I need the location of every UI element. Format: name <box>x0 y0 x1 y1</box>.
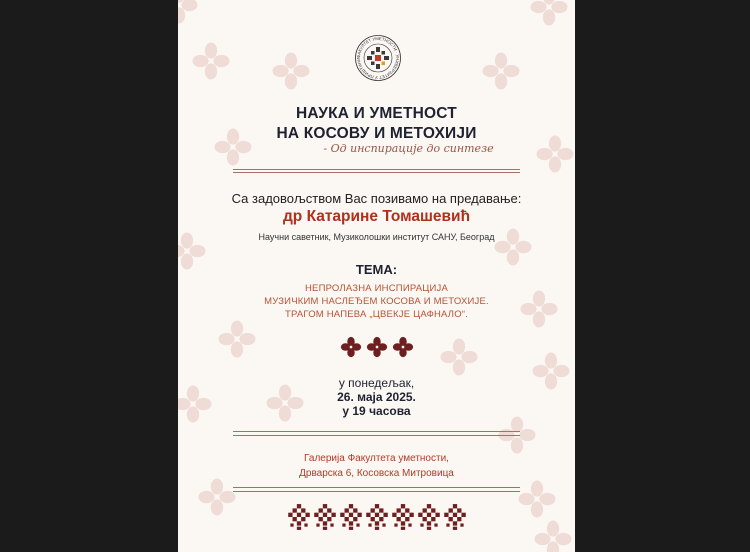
flower-icon <box>272 52 310 90</box>
speaker-name: др Катарине Томашевић <box>282 208 471 225</box>
topic-line: НЕПРОЛАЗНА ИНСПИРАЦИЈА <box>304 283 449 294</box>
ornament-icon <box>366 336 388 358</box>
flower-icon <box>530 0 568 26</box>
topic-line: МУЗИЧКИМ НАСЛЕЂЕМ КОСОВА И МЕТОХИЈЕ. <box>264 296 489 307</box>
embroidery-ornament-icon <box>312 503 338 531</box>
divider <box>233 435 520 436</box>
ornament-icon <box>392 336 414 358</box>
event-day: у понедељак, <box>338 376 415 390</box>
venue-line-1: Галерија Факултета уметности, <box>304 453 449 464</box>
topic-line: ТРАГОМ НАПЕВА „ЦВЕКЈЕ ЦАФНАЛО“. <box>284 309 469 320</box>
embroidery-ornament-icon <box>286 503 312 531</box>
title-line-1: НАУКА И УМЕТНОСТ <box>296 105 457 122</box>
faculty-of-arts-emblem-icon <box>354 34 402 82</box>
logo-ring-text: ФАКУЛТЕТ УМЕТНОСТИ · УНИВЕРЗИТЕТ У ПРИШТИНИ <box>355 35 401 81</box>
ornament-icon <box>340 336 362 358</box>
invitation-poster <box>178 0 575 552</box>
embroidery-ornament-icon <box>416 503 442 531</box>
embroidery-ornament-icon <box>338 503 364 531</box>
speaker-affiliation: Научни саветник, Музиколошки институт САНУ, Београд <box>258 232 495 242</box>
divider <box>233 169 520 170</box>
event-date: 26. маја 2025. <box>337 390 416 404</box>
venue-line-2: Дрварска 6, Косовска Митровица <box>299 468 454 479</box>
divider <box>233 487 520 488</box>
embroidery-ornament-icon <box>390 503 416 531</box>
embroidery-ornament-icon <box>442 503 468 531</box>
event-time: у 19 часова <box>342 404 411 418</box>
divider <box>233 172 520 173</box>
title-line-2: НА КОСОВУ И МЕТОХИЈИ <box>276 125 477 142</box>
flower-icon <box>482 52 520 90</box>
flower-icon <box>178 0 198 24</box>
flower-icon <box>192 42 230 80</box>
divider <box>233 491 520 492</box>
embroidery-row <box>178 503 575 531</box>
ornament-row <box>178 336 575 358</box>
subtitle: - Од инспирације до синтезе <box>323 142 494 155</box>
divider <box>233 431 520 432</box>
embroidery-ornament-icon <box>364 503 390 531</box>
faculty-logo <box>354 34 402 82</box>
topic-heading: ТЕМА: <box>355 262 398 277</box>
invitation-text: Са задовољством Вас позивамо на предавање: <box>231 191 522 206</box>
